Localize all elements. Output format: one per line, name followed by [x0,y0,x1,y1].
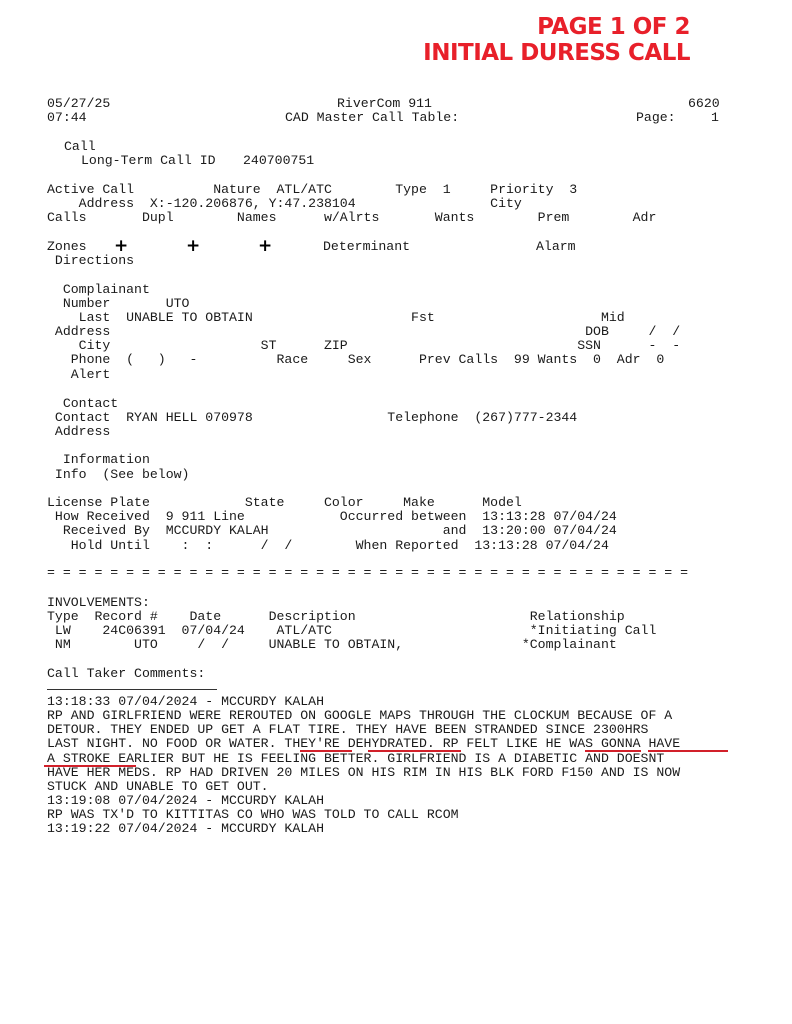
directions-label: Directions [47,253,135,268]
banner-page-label: PAGE 1 OF 2 [537,14,690,40]
long-term-id: 240700751 [243,153,315,168]
how-received-line: How Received 9 911 Line Occurred between 13:13:28 07/04/24 [47,509,617,524]
call-heading: Call [64,139,96,154]
table-row: LW 24C06391 07/04/24 ATL/ATC *Initiating Call [47,623,657,638]
table-row: NM UTO / / UNABLE TO OBTAIN, *Complainant [47,637,617,652]
complainant-phone: Phone ( ) - Race Sex Prev Calls 99 Wants 0 Adr 0 [47,352,665,367]
contact-line: Contact RYAN HELL 070978 Telephone (267)777-2344 [47,410,578,425]
separator: = = = = = = = = = = = = = = = = = = = = = = = = = = = = = = = = = = = = = = = = = [47,565,689,580]
complainant-number: Number UTO [47,296,190,311]
comment-line: HAVE HER MEDS. RP HAD DRIVEN 20 MILES ON HIS RIM IN HIS BLK FORD F150 AND IS NOW [47,765,681,780]
plus-icon: + [258,236,273,256]
contact-address: Address [47,424,111,439]
hold-until-line: Hold Until : : / / When Reported 13:13:28 07/04/24 [47,538,609,553]
information-heading: Information [47,452,150,467]
complainant-city: City ST ZIP SSN - - [47,338,681,353]
alarm-label: Alarm [536,239,576,254]
report-time: 07:44 [47,110,87,125]
long-term-label: Long-Term Call ID [81,153,216,168]
complainant-address: Address DOB / / [47,324,681,339]
comment-timestamp: 13:18:33 07/04/2024 - MCCURDY KALAH [47,694,324,709]
annotation-underline [300,750,352,752]
contact-heading: Contact [47,396,119,411]
annotation-underline [368,750,461,752]
involvements-header: Type Record # Date Description Relationship [47,609,625,624]
annotation-underline [44,765,136,767]
calls-line: Calls Dupl Names w/Alrts Wants Prem Adr [47,210,657,225]
call-taker-heading: Call Taker Comments: [47,666,206,681]
page-number: 1 [711,110,719,125]
comment-line: A STROKE EARLIER BUT HE IS FEELING BETTER. GIRLFRIEND IS A DIABETIC AND DOESNT [47,751,665,766]
involvements-heading: INVOLVEMENTS: [47,595,150,610]
report-date: 05/27/25 [47,96,111,111]
comment-line: RP WAS TX'D TO KITTITAS CO WHO WAS TOLD TO CALL RCOM [47,807,459,822]
table-title: CAD Master Call Table: [285,110,460,125]
page-label: Page: [636,110,676,125]
address-line: Address X:-120.206876, Y:47.238104 City [47,196,522,211]
report-number: 6620 [688,96,720,111]
annotation-underline [648,750,728,752]
plus-icon: + [186,236,201,256]
divider [47,689,217,690]
plus-icon: + [114,236,129,256]
complainant-alert: Alert [47,367,111,382]
comment-timestamp: 13:19:22 07/04/2024 - MCCURDY KALAH [47,821,324,836]
comment-line: LAST NIGHT. NO FOOD OR WATER. THEY'RE DEHYDRATED. RP FELT LIKE HE WAS GONNA HAVE [47,736,681,751]
info-line: Info (See below) [47,467,190,482]
comment-line: DETOUR. THEY ENDED UP GET A FLAT TIRE. THEY HAVE BEEN STRANDED SINCE 2300HRS [47,722,649,737]
comment-line: STUCK AND UNABLE TO GET OUT. [47,779,269,794]
org-name: RiverCom 911 [337,96,432,111]
comment-timestamp: 13:19:08 07/04/2024 - MCCURDY KALAH [47,793,324,808]
zones-label: Zones [47,239,87,254]
banner-title: INITIAL DURESS CALL [423,40,690,66]
active-call-line: Active Call Nature ATL/ATC Type 1 Priority 3 [47,182,578,197]
complainant-name: Last UNABLE TO OBTAIN Fst Mid [47,310,625,325]
comment-line: RP AND GIRLFRIEND WERE REROUTED ON GOOGLE MAPS THROUGH THE CLOCKUM BECAUSE OF A [47,708,673,723]
license-plate-line: License Plate State Color Make Model [47,495,522,510]
determinant-label: Determinant [323,239,411,254]
received-by-line: Received By MCCURDY KALAH and 13:20:00 07/04/24 [47,523,617,538]
complainant-heading: Complainant [47,282,150,297]
annotation-underline [585,750,641,752]
